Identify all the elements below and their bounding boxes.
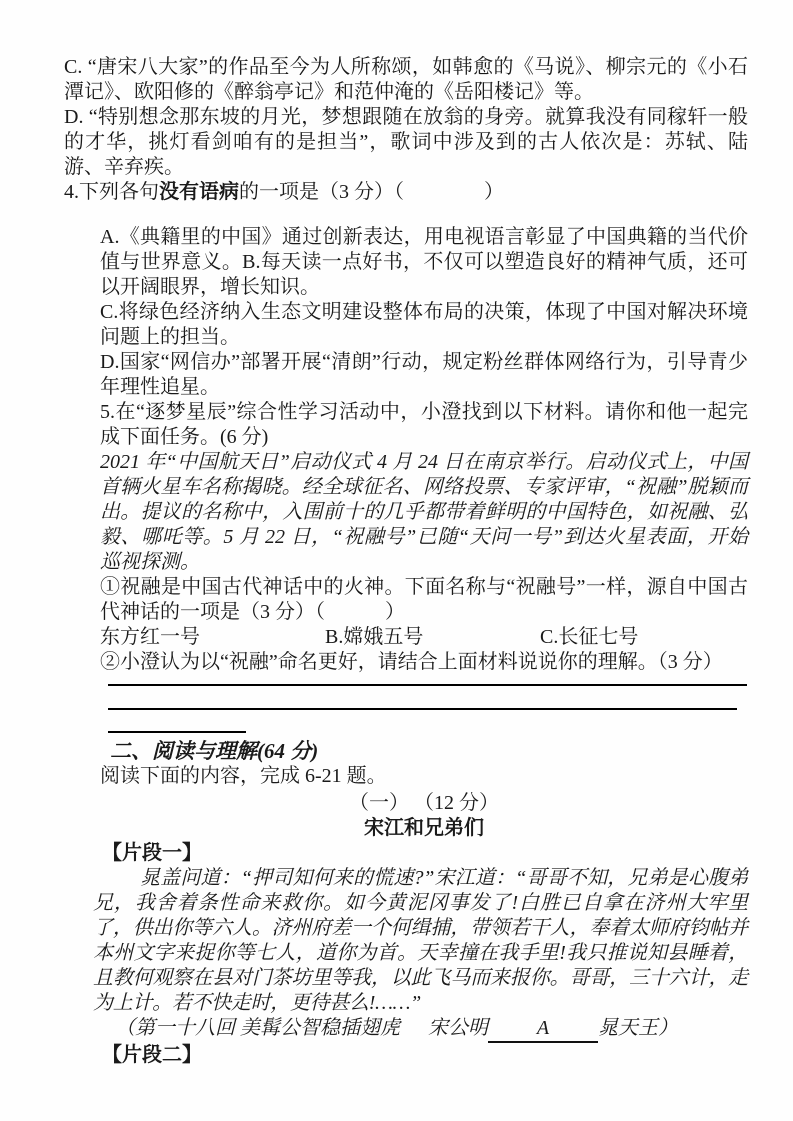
fill-in-blank-a-letter: A xyxy=(536,1017,550,1039)
fill-in-blank-a xyxy=(488,1016,598,1043)
q4-stem-suffix: 的一项是（3 分）（ ） xyxy=(239,181,504,203)
q4-options-block xyxy=(100,225,748,400)
answer-line-1 xyxy=(108,684,747,686)
fragment2-label: 【片段二】 xyxy=(102,1044,202,1066)
passage1-attribution xyxy=(115,1016,748,1043)
q5-material: 2021 年“中国航天日”启动仪式 4 月 24 日在南京举行。启动仪式上，中国首辆火星车名称揭晓。经全球征名、网络投票、专家评审，“祝融”脱颖而出。提议的名称中，入围前十的几乎都带着鲜明的中国特色，如祝融、弘毅、哪吒等。5 月 22 日，“祝融号”已随“天问一号”到达火星表面，开始巡视探测。 xyxy=(100,451,748,573)
section-heading: 二、阅读与理解(64 分) xyxy=(110,739,319,763)
attribution-name: 宋公明 xyxy=(428,1017,488,1039)
q3-option-c: C. “唐宋八大家”的作品至今为人所称颂，如韩愈的《马说》、柳宗元的《小石潭记》、欧阳修的《醉翁亭记》和范仲淹的《岳阳楼记》等。 xyxy=(64,56,748,103)
q4-option-ab: A.《典籍里的中国》通过创新表达，用电视语言彰显了中国典籍的当代价值与世界意义。B.每天读一点好书，不仅可以塑造良好的精神气质，还可以开阔眼界，增长知识。 xyxy=(100,226,748,298)
fragment1-label: 【片段一】 xyxy=(102,842,202,864)
attribution-chapter: （第一十八回 美髯公智稳插翅虎 xyxy=(115,1017,400,1039)
reading-intro: 阅读下面的内容，完成 6-21 题。 xyxy=(100,765,387,787)
q4-stem xyxy=(64,180,748,205)
q5-stem: 5.在“逐梦星辰”综合性学习活动中，小澄找到以下材料。请你和他一起完成下面任务。(6 分) xyxy=(100,401,748,448)
passage-title: 宋江和兄弟们 xyxy=(364,817,484,839)
answer-line-2 xyxy=(108,708,737,710)
answer-line-3-short xyxy=(108,731,246,733)
q5-choice-a: 东方红一号 xyxy=(100,626,200,648)
q5-choice-c: C.长征七号 xyxy=(540,626,639,648)
part-label: （一） （12 分） xyxy=(349,792,499,814)
q4-option-c: C.将绿色经济纳入生态文明建设整体布局的决策，体现了中国对解决环境问题上的担当。 xyxy=(100,301,748,348)
q3-option-d: D. “特别想念那东坡的月光，梦想跟随在放翁的身旁。就算我没有同稼轩一般的才华，挑灯看剑咱有的是担当”，歌词中涉及到的古人依次是：苏轼、陆游、辛弃疾。 xyxy=(64,106,748,178)
attribution-right: 晁天王） xyxy=(598,1017,678,1039)
q4-stem-bold: 没有语病 xyxy=(159,181,239,203)
q4-stem-prefix: 4.下列各句 xyxy=(64,181,159,203)
q5-sub1: ①祝融是中国古代神话中的火神。下面名称与“祝融号”一样，源自中国古代神话的一项是（3 分）（ ） xyxy=(100,576,748,623)
q4-option-d: D.国家“网信办”部署开展“清朗”行动，规定粉丝群体网络行为，引导青少年理性追星。 xyxy=(100,351,748,398)
q5-choices-row xyxy=(100,625,748,650)
passage1-text: 晁盖问道：“押司知何来的慌速?”宋江道：“哥哥不知，兄弟是心腹弟兄，我舍着条性命来救你。如今黄泥冈事发了!白胜已自拿在济州大牢里了，供出你等六人。济州府差一个何缉捕，带领若干人，奉着太师府钧帖并本州文字来捉你等七人，道你为首。天幸撞在我手里!我只推说知县睡着，且教何观察在县对门茶坊里等我，以此飞马而来报你。哥哥，三十六计，走为上计。若不快走时，更待甚么!……” xyxy=(93,867,748,1014)
q5-choice-b: B.嫦娥五号 xyxy=(325,626,424,648)
q5-sub2: ②小澄认为以“祝融”命名更好，请结合上面材料说说你的理解。（3 分） xyxy=(100,651,723,673)
